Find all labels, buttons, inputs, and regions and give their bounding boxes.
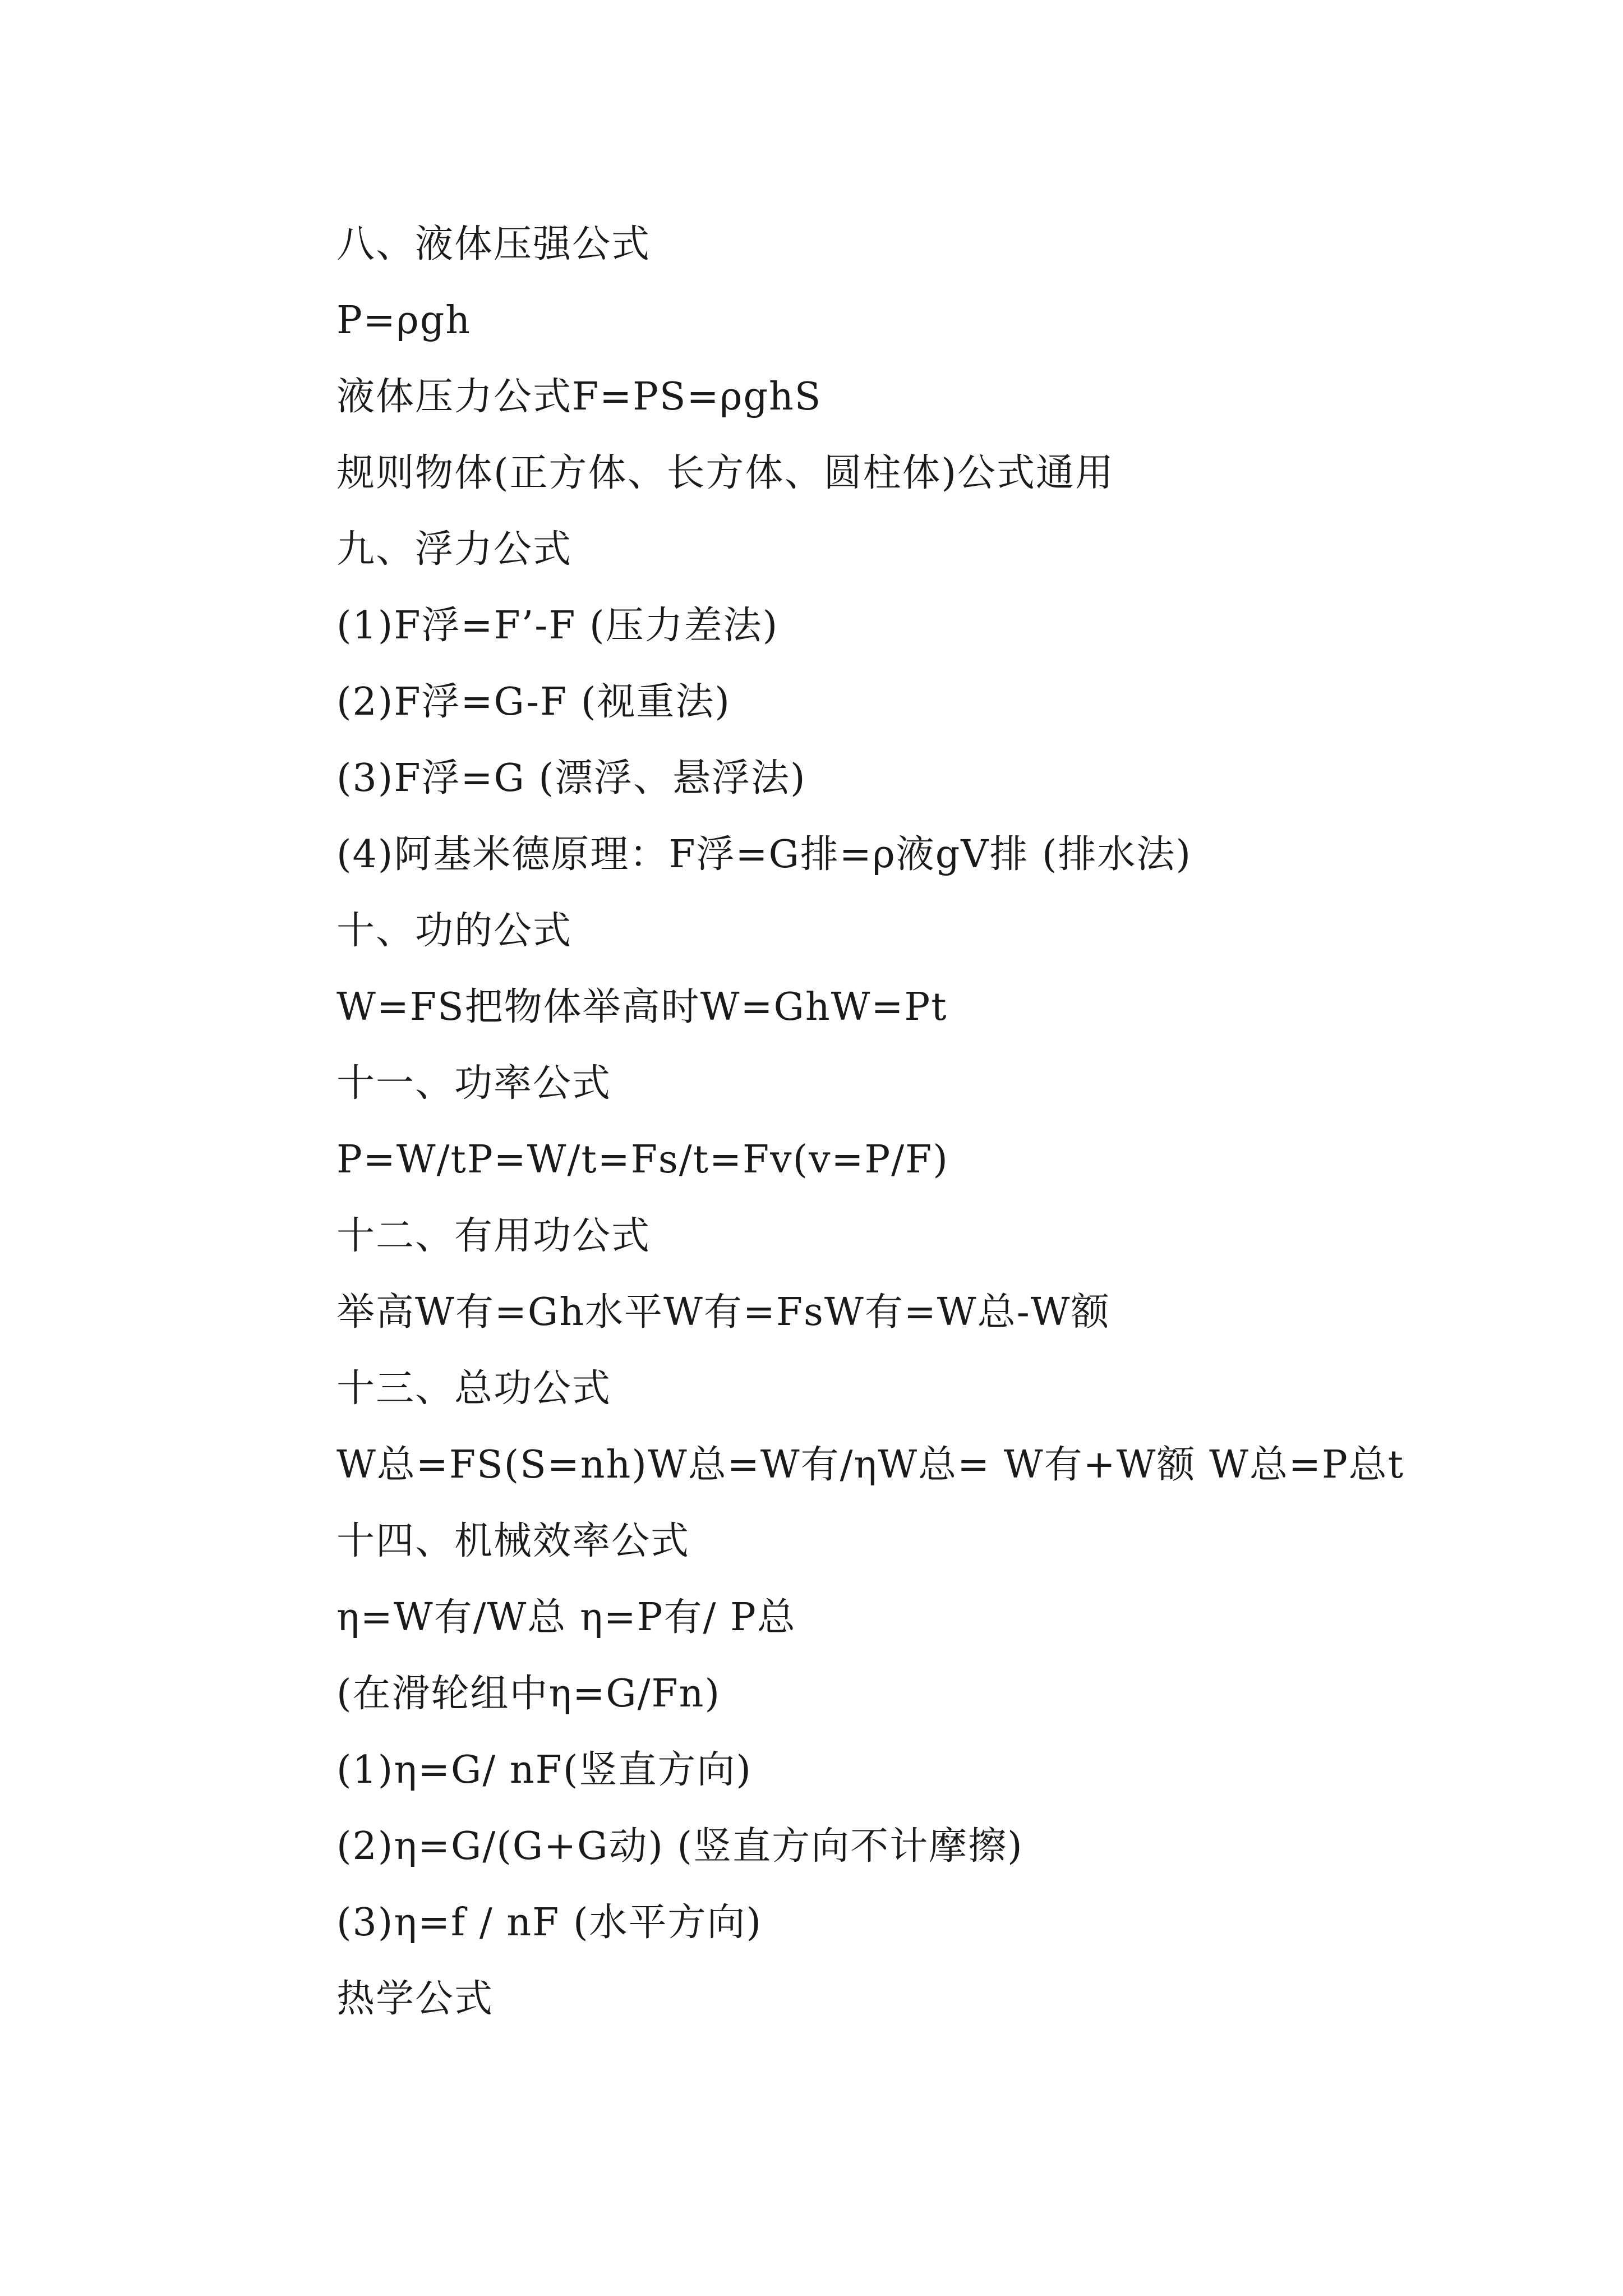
section-heading: 十一、功率公式 [336,1061,612,1106]
formula-line: (4)阿基米德原理：F浮=G排=ρ液gV排 (排水法) [336,832,1192,877]
formula-line: (1)η=G/ nF(竖直方向) [336,1748,752,1792]
formula-line: P=W/tP=W/t=Fs/t=Fv(v=P/F) [336,1138,949,1182]
formula-line: (在滑轮组中η=G/Fn) [336,1672,721,1716]
formula-line: 液体压力公式F=PS=ρghS [336,375,822,419]
formula-line: (2)η=G/(G+G动) (竖直方向不计摩擦) [336,1824,1023,1869]
formula-line: (3)F浮=G (漂浮、悬浮法) [336,756,806,800]
formula-line: η=W有/W总 η=P有/ P总 [336,1595,796,1640]
document-body [336,206,1514,2037]
section-heading: 八、液体压强公式 [336,222,651,266]
section-heading: 十、功的公式 [336,909,573,953]
formula-line: P=ρgh [336,298,472,343]
section-heading: 十二、有用功公式 [336,1214,651,1258]
section-heading: 十四、机械效率公式 [336,1519,690,1563]
formula-line: W=FS把物体举高时W=GhW=Pt [336,985,948,1029]
formula-line: (1)F浮=F’-F (压力差法) [336,604,779,648]
note-line: 规则物体(正方体、长方体、圆柱体)公式通用 [336,451,1115,495]
section-heading: 十三、总功公式 [336,1366,612,1411]
section-heading: 九、浮力公式 [336,527,573,572]
formula-line: (2)F浮=G-F (视重法) [336,680,731,724]
section-heading: 热学公式 [336,1977,494,2021]
formula-line: W总=FS(S=nh)W总=W有/ηW总= W有+W额 W总=P总t [336,1443,1405,1487]
formula-line: 举高W有=Gh水平W有=FsW有=W总-W额 [336,1290,1110,1335]
formula-line: (3)η=f / nF (水平方向) [336,1901,762,1945]
